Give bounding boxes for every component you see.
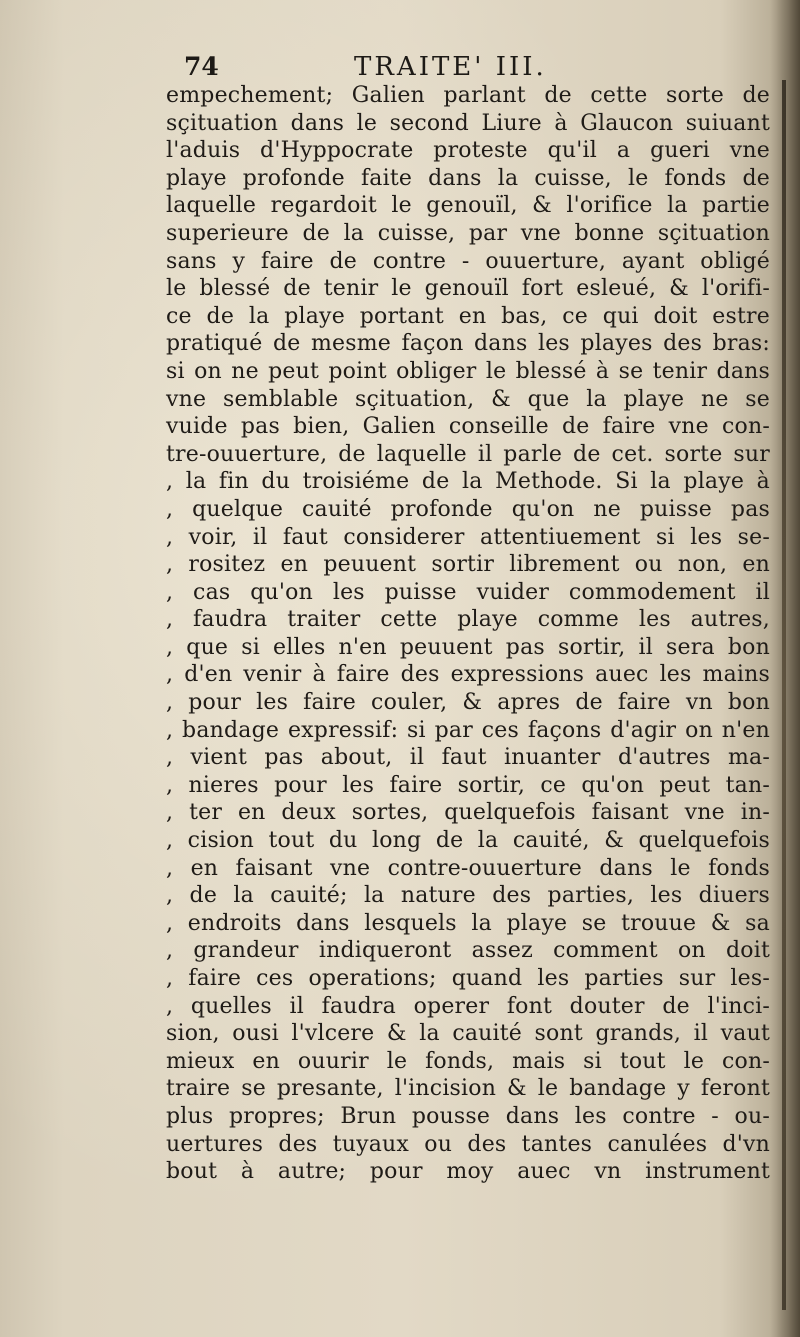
text-line: tre-ouuerture, de laquelle il parle de cet. sorte sur	[166, 441, 770, 467]
text-line: sans y faire de contre - ouuerture, ayant obligé	[166, 248, 770, 274]
text-line: l'aduis d'Hyppocrate proteste qu'il a gueri vne	[166, 138, 770, 164]
text-line: mieux en ouurir le fonds, mais si tout le con-	[166, 1048, 770, 1074]
text-line: , d'en venir à faire des expressions auec les mains	[166, 662, 770, 688]
text-line: , la fin du troisiéme de la Methode. Si la playe à	[166, 469, 770, 495]
text-line: , voir, il faut considerer attentiuement si les se-	[166, 524, 770, 550]
text-line: , que si elles n'en peuuent pas sortir, il sera bon	[166, 634, 770, 660]
text-line: sion, ousi l'vlcere & la cauité sont grands, il vaut	[166, 1021, 770, 1047]
text-line: playe profonde faite dans la cuisse, le fonds de	[166, 165, 770, 191]
text-line: , quelles il faudra operer font douter de l'inci-	[166, 993, 770, 1019]
body-text	[166, 82, 770, 1186]
text-line: , bandage expressif: si par ces façons d'agir on n'en	[166, 717, 770, 743]
text-line: sçituation dans le second Liure à Glaucon suiuant	[166, 110, 770, 136]
text-line: , rositez en peuuent sortir librement ou non, en	[166, 552, 770, 578]
text-line: , quelque cauité profonde qu'on ne puisse pas	[166, 496, 770, 522]
text-line: traire se presante, l'incision & le bandage y feront	[166, 1076, 770, 1102]
page-number: 74	[184, 52, 219, 81]
running-head: TRAITE' III.	[354, 52, 547, 82]
text-line: plus propres; Brun pousse dans les contre - ou-	[166, 1103, 770, 1129]
text-line: laquelle regardoit le genouïl, & l'orifice la partie	[166, 193, 770, 219]
text-line: , vient pas about, il faut inuanter d'autres ma-	[166, 745, 770, 771]
text-line: , cision tout du long de la cauité, & quelquefois	[166, 828, 770, 854]
text-line: ce de la playe portant en bas, ce qui doit estre	[166, 303, 770, 329]
book-spine-edge	[782, 80, 786, 1310]
text-line: uertures des tuyaux ou des tantes canulées d'vn	[166, 1131, 770, 1157]
text-line: si on ne peut point obliger le blessé à se tenir dans	[166, 358, 770, 384]
text-line: pratiqué de mesme façon dans les playes des bras:	[166, 331, 770, 357]
text-line: , faudra traiter cette playe comme les autres,	[166, 607, 770, 633]
page-header	[178, 52, 768, 86]
text-line: bout à autre; pour moy auec vn instrument	[166, 1159, 770, 1185]
text-line: empechement; Galien parlant de cette sorte de	[166, 83, 770, 108]
text-line: , cas qu'on les puisse vuider commodement il	[166, 579, 770, 605]
text-line: , en faisant vne contre-ouuerture dans le fonds	[166, 855, 770, 881]
text-line: , endroits dans lesquels la playe se trouue & sa	[166, 910, 770, 936]
text-line: , ter en deux sortes, quelquefois faisant vne in-	[166, 800, 770, 826]
text-line: vne semblable sçituation, & que la playe ne se	[166, 386, 770, 412]
text-line: , de la cauité; la nature des parties, les diuers	[166, 883, 770, 909]
text-line: , nieres pour les faire sortir, ce qu'on peut tan-	[166, 772, 770, 798]
text-line: , pour les faire couler, & apres de faire vn bon	[166, 690, 770, 716]
text-line: , faire ces operations; quand les parties sur les-	[166, 966, 770, 991]
text-line: , grandeur indiqueront assez comment on doit	[166, 938, 770, 964]
text-line: vuide pas bien, Galien conseille de faire vne con-	[166, 414, 770, 440]
text-line: le blessé de tenir le genouïl fort esleué, & l'orifi-	[166, 276, 770, 302]
text-line: superieure de la cuisse, par vne bonne sçituation	[166, 220, 770, 246]
